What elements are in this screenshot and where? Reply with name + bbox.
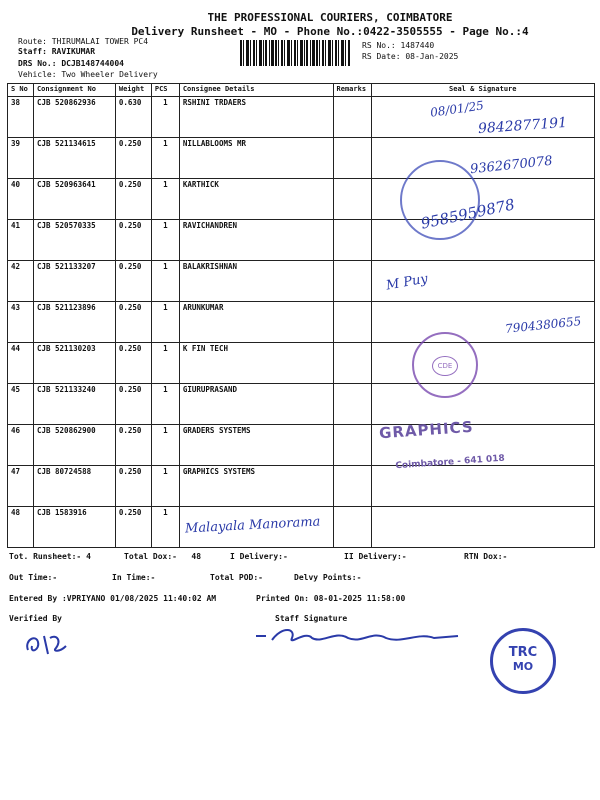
table-row <box>8 384 595 425</box>
cell-sno: 48 <box>8 507 34 548</box>
barcode-graphic <box>240 40 352 66</box>
staff-signature <box>252 624 462 648</box>
delvy-points: Delvy Points:- <box>294 573 362 582</box>
tot-runsheet: Tot. Runsheet:- 4 <box>9 552 91 561</box>
cell-consignment-no: CJB 80724588 <box>33 466 115 507</box>
cell-consignee: K FIN TECH <box>179 343 333 384</box>
cell-weight: 0.250 <box>115 343 151 384</box>
ii-delivery: II Delivery:- <box>344 552 407 561</box>
cell-pcs: 1 <box>151 220 179 261</box>
cell-seal-signature <box>371 507 594 548</box>
cell-remarks <box>333 343 371 384</box>
cell-sno: 44 <box>8 343 34 384</box>
cell-remarks <box>333 220 371 261</box>
cell-remarks <box>333 425 371 466</box>
rtn-dox: RTN Dox:- <box>464 552 508 561</box>
row38-date-handwriting: 08/01/25 <box>429 98 485 120</box>
cell-consignee: GIURUPRASAND <box>179 384 333 425</box>
cell-weight: 0.250 <box>115 384 151 425</box>
out-time: Out Time:- <box>9 573 58 582</box>
verified-signature <box>22 630 82 660</box>
cell-consignment-no: CJB 520570335 <box>33 220 115 261</box>
row38-phone-handwriting: 9842877191 <box>477 114 568 138</box>
cell-pcs: 1 <box>151 466 179 507</box>
cell-pcs: 1 <box>151 97 179 138</box>
cell-sno: 42 <box>8 261 34 302</box>
cde-stamp <box>412 332 478 398</box>
cell-remarks <box>333 179 371 220</box>
cell-seal-signature <box>371 220 594 261</box>
graphics-stamp <box>378 416 505 472</box>
cell-weight: 0.250 <box>115 507 151 548</box>
cell-consignment-no: CJB 520963641 <box>33 179 115 220</box>
table-row <box>8 261 595 302</box>
cell-pcs: 1 <box>151 138 179 179</box>
total-pod: Total POD:- <box>210 573 263 582</box>
cell-consignment-no: CJB 521133240 <box>33 384 115 425</box>
col-consignment-no: Consignment No <box>33 84 115 97</box>
row42-signature: M Puy <box>385 271 429 294</box>
i-delivery: I Delivery:- <box>230 552 288 561</box>
cell-pcs: 1 <box>151 425 179 466</box>
col-remarks: Remarks <box>333 84 371 97</box>
cell-weight: 0.250 <box>115 302 151 343</box>
vehicle: Vehicle: Two Wheeler Delivery <box>18 70 158 79</box>
row41-phone-handwriting: 9585959878 <box>419 195 517 233</box>
row39-phone-handwriting: 9362670078 <box>469 153 554 178</box>
cell-pcs: 1 <box>151 302 179 343</box>
cell-pcs: 1 <box>151 384 179 425</box>
trc-stamp-title: TRC <box>508 645 538 660</box>
graphics-stamp-title: GRAPHICS <box>378 417 475 443</box>
cell-weight: 0.250 <box>115 220 151 261</box>
cell-remarks <box>333 507 371 548</box>
cell-sno: 40 <box>8 179 34 220</box>
cell-consignee: GRAPHICS SYSTEMS <box>179 466 333 507</box>
col-seal-signature: Seal & Signature <box>371 84 594 97</box>
rs-number: RS No.: 1487440 <box>362 41 435 50</box>
cell-remarks <box>333 466 371 507</box>
rs-date: RS Date: 08-Jan-2025 <box>362 52 459 61</box>
cell-sno: 45 <box>8 384 34 425</box>
cell-consignment-no: CJB 521134615 <box>33 138 115 179</box>
trc-stamp <box>490 628 556 694</box>
cell-consignment-no: CJB 521130203 <box>33 343 115 384</box>
company-name: THE PROFESSIONAL COURIERS, COIMBATORE <box>207 11 453 24</box>
cell-weight: 0.250 <box>115 466 151 507</box>
graphics-stamp-city: Coimbatore - 641 018 <box>395 453 506 472</box>
col-sno: S No <box>8 84 34 97</box>
staff-signature-label: Staff Signature <box>275 614 348 623</box>
cell-pcs: 1 <box>151 179 179 220</box>
table-row <box>8 343 595 384</box>
cell-pcs: 1 <box>151 343 179 384</box>
cell-remarks <box>333 138 371 179</box>
drs-number: DRS No.: DCJB148744004 <box>18 59 124 68</box>
cell-sno: 46 <box>8 425 34 466</box>
printed-on: Printed On: 08-01-2025 11:58:00 <box>256 594 406 603</box>
cell-seal-signature <box>371 466 594 507</box>
in-time: In Time:- <box>112 573 156 582</box>
cell-sno: 41 <box>8 220 34 261</box>
row43-phone-handwriting: 7904380655 <box>504 314 582 336</box>
cell-pcs: 1 <box>151 507 179 548</box>
cell-remarks <box>333 302 371 343</box>
cell-consignment-no: CJB 1583916 <box>33 507 115 548</box>
cell-sno: 47 <box>8 466 34 507</box>
cell-consignment-no: CJB 520862900 <box>33 425 115 466</box>
cell-consignment-no: CJB 520862936 <box>33 97 115 138</box>
cell-consignee: NILLABLOOMS MR <box>179 138 333 179</box>
entered-by: Entered By :VPRIYANO 01/08/2025 11:40:02 AM <box>9 594 217 603</box>
cell-weight: 0.250 <box>115 261 151 302</box>
table-header-row <box>8 84 595 97</box>
cell-weight: 0.250 <box>115 425 151 466</box>
cell-consignee: ARUNKUMAR <box>179 302 333 343</box>
cell-sno: 43 <box>8 302 34 343</box>
col-pcs: PCS <box>151 84 179 97</box>
cell-consignee: KARTHICK <box>179 179 333 220</box>
staff: Staff: RAVIKUMAR <box>18 47 96 56</box>
row48-handwritten-name: Malayala Manorama <box>184 514 321 537</box>
verified-by: Verified By <box>9 614 62 623</box>
cell-consignee: BALAKRISHNAN <box>179 261 333 302</box>
col-consignee: Consignee Details <box>179 84 333 97</box>
table-row <box>8 220 595 261</box>
cell-weight: 0.250 <box>115 138 151 179</box>
cell-consignee: RAVICHANDREN <box>179 220 333 261</box>
total-dox: Total Dox:- 48 <box>124 552 202 561</box>
cell-seal-signature <box>371 343 594 384</box>
barcode <box>240 40 352 66</box>
cell-sno: 39 <box>8 138 34 179</box>
cell-sno: 38 <box>8 97 34 138</box>
cell-weight: 0.630 <box>115 97 151 138</box>
cell-remarks <box>333 261 371 302</box>
cell-weight: 0.250 <box>115 179 151 220</box>
cell-consignee: GRADERS SYSTEMS <box>179 425 333 466</box>
cde-stamp-text: CDE <box>432 356 458 376</box>
col-weight: Weight <box>115 84 151 97</box>
cell-consignee: RSHINI TRDAERS <box>179 97 333 138</box>
cell-pcs: 1 <box>151 261 179 302</box>
cell-consignment-no: CJB 521133207 <box>33 261 115 302</box>
cell-remarks <box>333 384 371 425</box>
cell-remarks <box>333 97 371 138</box>
table-row <box>8 425 595 466</box>
runsheet-table <box>7 83 595 548</box>
trc-stamp-sub: MO <box>512 660 534 673</box>
table-row <box>8 466 595 507</box>
cell-consignment-no: CJB 521123896 <box>33 302 115 343</box>
route: Route: THIRUMALAI TOWER PC4 <box>18 37 149 46</box>
runsheet-title: Delivery Runsheet - MO - Phone No.:0422-3505555 - Page No.:4 <box>131 25 529 38</box>
